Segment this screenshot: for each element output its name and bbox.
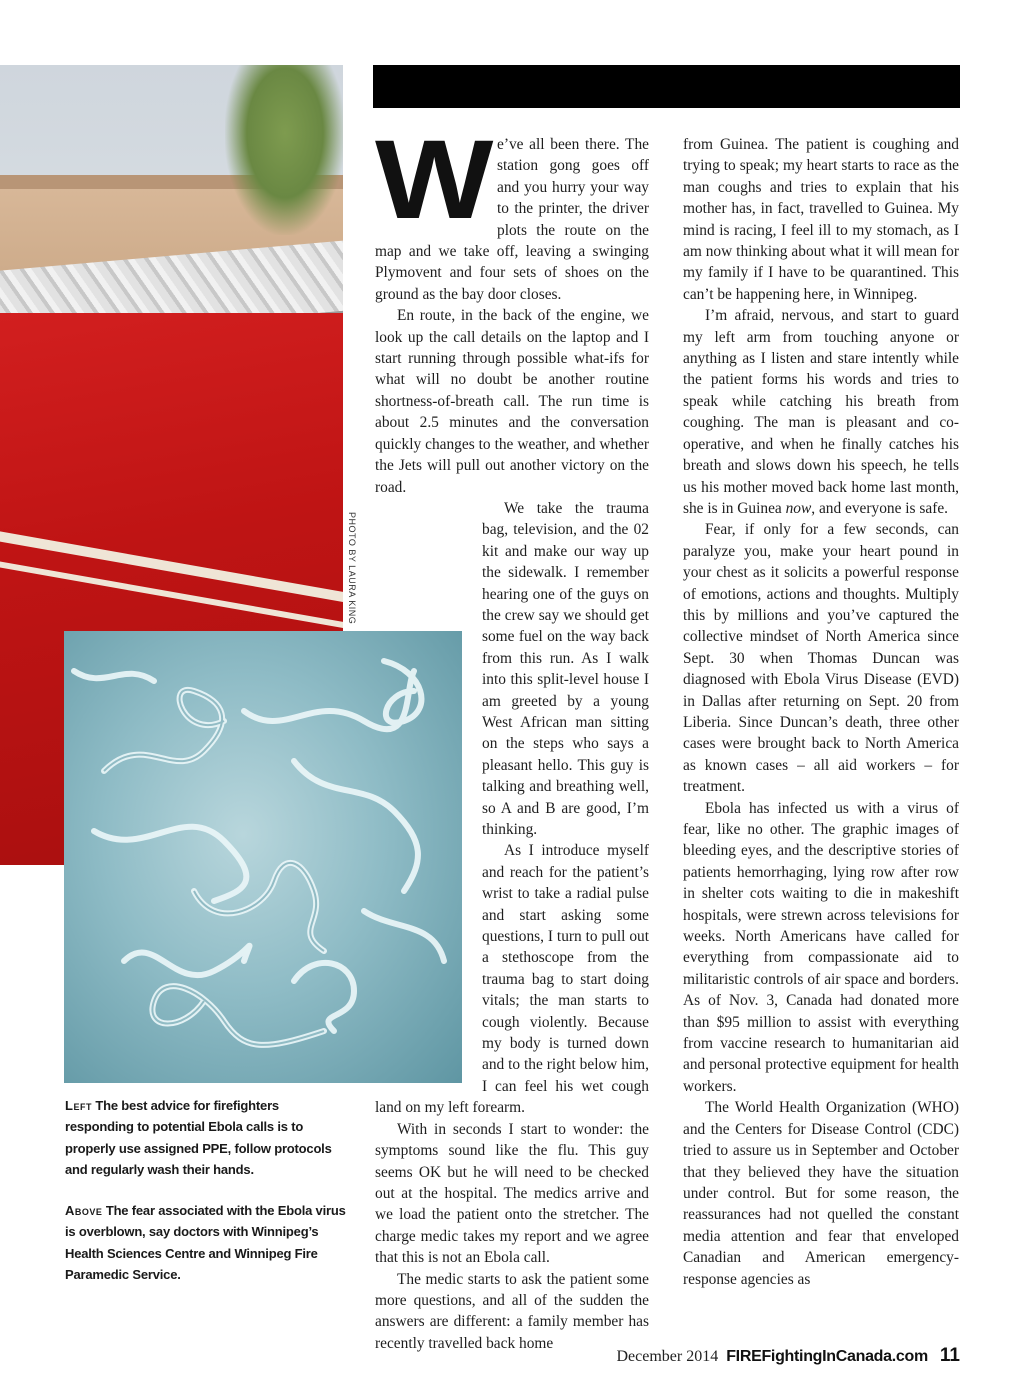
section-header-bar xyxy=(373,65,960,108)
caption-left xyxy=(65,1095,347,1180)
paragraph-text: We take the trauma bag, television, and the 02 kit and make our way up the sidewalk. I remember hearing one of the guys on the crew say we should get some fuel on the way back from this run. As I walk into this split-level house I am greeted by a young West African man sitting on the steps who says a pleasant hello. This guy is talking and breathing well, so A and B are good, I’m thinking. xyxy=(482,499,649,838)
paragraph xyxy=(683,305,959,519)
paragraph: En route, in the back of the engine, we look up the call details on the laptop and I start running through possible what-ifs for what will no doubt be another routine shortness-of-breath call. The run time is about 2.5 minutes and the conversation quickly changes to the weather, and whether the Jets will pull out another victory on the road. xyxy=(375,307,649,496)
caption-lead: Above xyxy=(65,1203,103,1218)
paragraph: Ebola has infected us with a virus of fear, like no other. The graphic images of bleeding eyes, and the descriptive stories of patients hemorrhaging, lying row after row in shelter cots waiting to die in makeshift hospitals, were strewn across televisions for weeks. North Americans have called for everything from compassionate aid to militaristic controls of air space and borders. As of Nov. 3, Canada had donated more than $95 million to assist with everything from vaccine research to humanitarian aid and personal protective equipment for health workers. xyxy=(683,799,959,1095)
article-column-1 xyxy=(375,117,649,1354)
paragraph: e’ve all been there. The station gong goes off and you hurry your way to the printer, the driver plots the route on the map and we take off, leaving a swinging Plymovent and four sets of shoes on the ground as the bay door closes. xyxy=(375,136,649,303)
paragraph xyxy=(375,498,649,841)
caption-text: The fear associated with the Ebola virus is overblown, say doctors with Winnipeg’s Health Sciences Centre and Winnipeg Fire Paramedic Service. xyxy=(65,1203,346,1282)
paragraph: With in seconds I start to wonder: the symptoms sound like the flu. This guy seems OK but he will need to be checked out at the hospital. The medics arrive and we load the patient onto the stretcher. The charge medic takes my report and we agree that this is not an Ebola call. xyxy=(375,1120,649,1267)
emphasis-text: now xyxy=(785,499,812,517)
drop-cap: W xyxy=(375,117,494,242)
photo-tree xyxy=(225,65,343,235)
paragraph: The medic starts to ask the patient some more questions, and all of the sudden the answers are different: a family member has recently travelled back home xyxy=(375,1270,649,1352)
footer-site: FIREFightingInCanada.com xyxy=(726,1348,928,1365)
photo-credit: PHOTO BY LAURA KING xyxy=(347,512,357,625)
caption-text: The best advice for firefighters responding to potential Ebola calls is to properly use assigned PPE, follow protocols and regularly wash their hands. xyxy=(65,1098,332,1177)
footer-date: December 2014 xyxy=(616,1348,719,1365)
paragraph: from Guinea. The patient is coughing and trying to speak; my heart starts to race as the man coughs and tries to explain that his mother has, in fact, travelled to Guinea. My mind is racing, I feel ill to my stomach, as I am now thinking about what it will mean for my family if I have to be quarantined. This can’t be happening here, in Winnipeg. xyxy=(683,136,959,303)
page-number: 11 xyxy=(939,1345,960,1366)
caption-above xyxy=(65,1200,347,1285)
article-column-2 xyxy=(683,134,959,1290)
paragraph-text: , and everyone is safe. xyxy=(811,499,949,517)
paragraph: As I introduce myself and reach for the patient’s wrist to take a radial pulse and start asking some questions, I turn to pull out a stethoscope from the trauma bag to start doing vitals; the man starts to cough violently. Because my body is turned down and to the right below him, I can feel his wet cough land on my left forearm. xyxy=(375,842,649,1117)
caption-lead: Left xyxy=(65,1098,92,1113)
paragraph: The World Health Organization (WHO) and the Centers for Disease Control (CDC) tried to assure us in September and October that they believed they have the situation under control. But for some reason, the reassurances had not quelled the constant media attention and fear that enveloped Canadian and American emergency-response agencies as xyxy=(683,1099,959,1288)
paragraph-text: I’m afraid, nervous, and start to guard my left arm from touching anyone or anything as I listen and stare intently while the patient forms his words and tries to speak while catching his breath from coughing. The man is pleasant and co-operative, and when he finally catches his breath and slows down his speech, he tells us his mother moved back home last month, she is in Guinea xyxy=(683,307,959,517)
photo-wrap-spacer xyxy=(375,627,482,1081)
page-footer xyxy=(616,1345,960,1369)
paragraph: Fear, if only for a few seconds, can paralyze you, make your heart pound in your chest as it solicits a powerful response of emotions, actions and thoughts. Multiply this by millions and you’ve captured the collective mindset of North America since Sept. 30 when Thomas Duncan was diagnosed with Ebola Virus Disease (EVD) in Dallas after returning on Sept. 20 from Liberia. Since Duncan’s death, three other cases were brought back to North America as known cases – all aid workers – for treatment. xyxy=(683,521,959,796)
